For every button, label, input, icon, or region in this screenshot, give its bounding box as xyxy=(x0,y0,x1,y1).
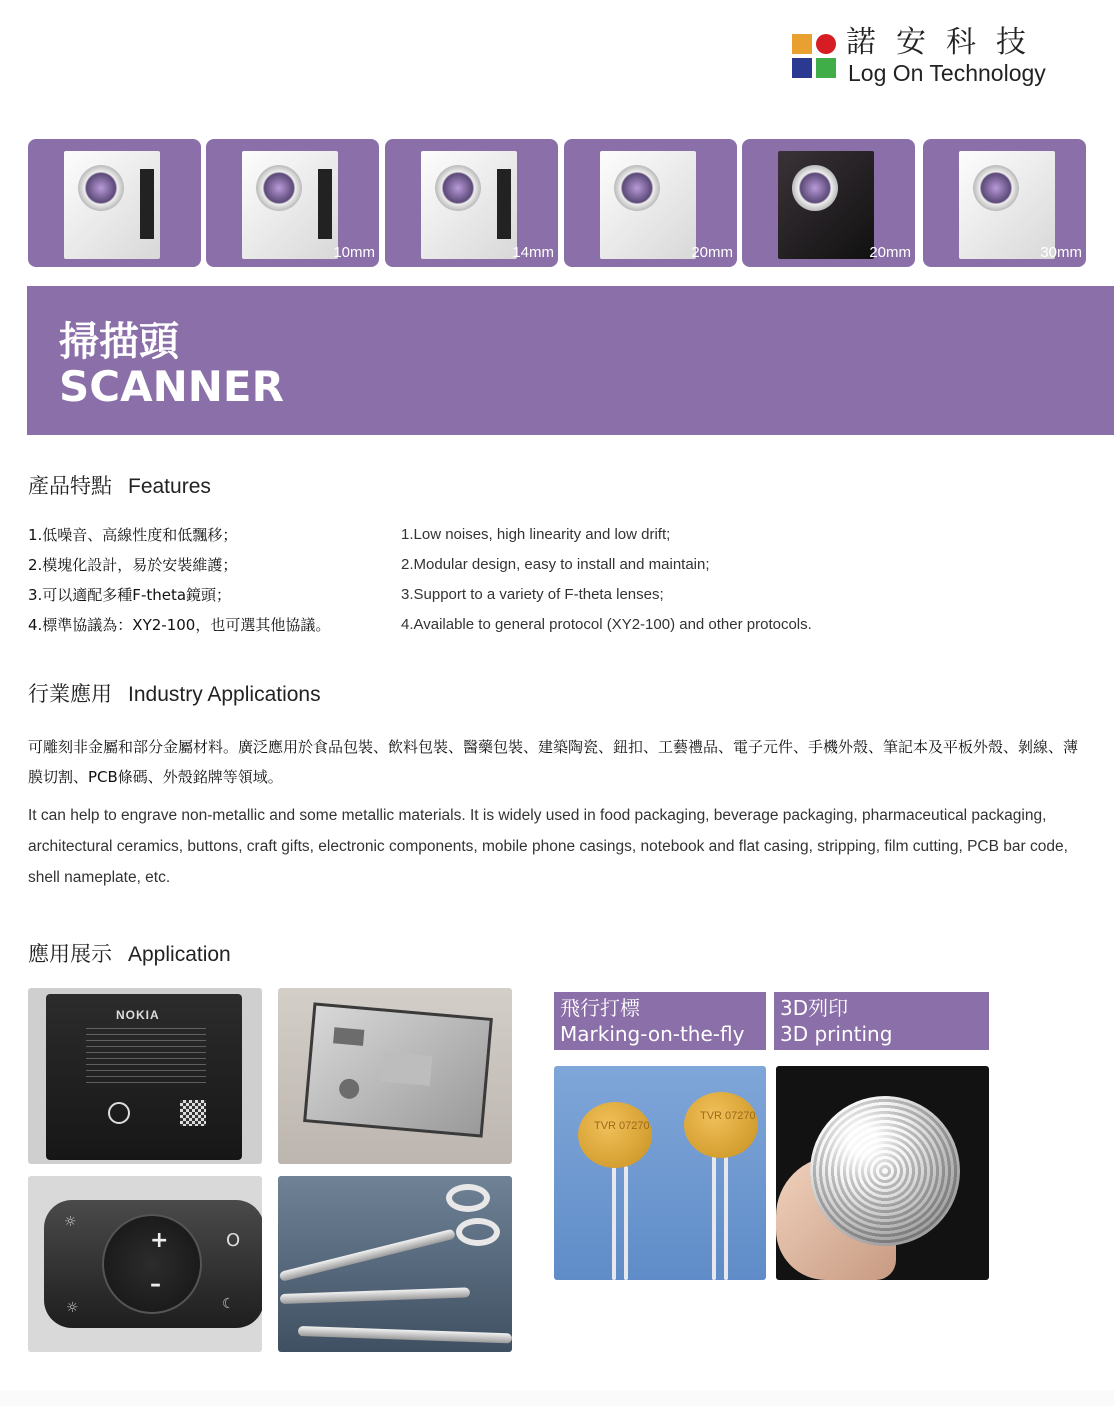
scanner-image xyxy=(959,151,1055,259)
scanner-image xyxy=(421,151,517,259)
label-cn: 3D列印 xyxy=(780,996,849,1020)
features-heading-cn: 產品特點 xyxy=(28,474,112,498)
logo-green-square xyxy=(816,58,836,78)
logo-english-name: Log On Technology xyxy=(848,60,1046,86)
application-heading-cn: 應用展示 xyxy=(28,942,112,966)
minus-icon: – xyxy=(150,1272,161,1297)
logo-chinese-name: 諾安科技 xyxy=(846,25,1046,60)
brightness-icon: ☼ xyxy=(64,1214,77,1230)
capacitor-marking: TVR 07270 xyxy=(594,1120,650,1132)
feature-item: 3.Support to a variety of F-theta lenses; xyxy=(401,586,664,603)
battery-brand: NOKIA xyxy=(116,1008,160,1022)
capacitor-marking: TVR 07270 xyxy=(700,1110,756,1122)
label-en: 3D printing xyxy=(780,1022,893,1046)
features-list-en xyxy=(401,520,812,640)
product-card xyxy=(742,139,915,267)
qr-code-icon xyxy=(180,1100,206,1126)
feature-item: 4.Available to general protocol (XY2-100) and other protocols. xyxy=(401,616,812,633)
product-size: 20mm xyxy=(869,244,911,261)
product-card xyxy=(385,139,558,267)
feature-item: 2.模塊化設計，易於安裝維護； xyxy=(28,556,238,574)
power-icon: O xyxy=(226,1230,241,1251)
industry-heading-cn: 行業應用 xyxy=(28,682,112,706)
label-cn: 飛行打標 xyxy=(560,996,640,1020)
application-heading xyxy=(28,938,231,968)
footer-bar xyxy=(0,1390,1114,1406)
product-card xyxy=(206,139,379,267)
industry-text-en: It can help to engrave non-metallic and some metallic materials. It is widely used in food packaging, beverage packaging, pharmaceutical packaging, architectural ceramics, buttons, craft gifts, electronic components, mobile phone casings, notebook and flat casing, stripping, film cutting, PCB bar code, shell nameplate, etc. xyxy=(28,807,1068,886)
product-size: 14mm xyxy=(512,244,554,261)
scanner-image xyxy=(600,151,696,259)
remote-control-photo xyxy=(28,1176,262,1352)
surgical-scissors-photo xyxy=(278,1176,512,1352)
feature-item: 1.Low noises, high linearity and low drift; xyxy=(401,526,671,543)
3d-printed-sphere-photo xyxy=(776,1066,989,1280)
scanner-image xyxy=(242,151,338,259)
page-title-chinese: 掃描頭 xyxy=(59,319,179,365)
product-size: 20mm xyxy=(691,244,733,261)
product-strip xyxy=(28,139,1086,267)
features-heading xyxy=(28,470,211,500)
product-size: 10mm xyxy=(333,244,375,261)
night-icon: ☾ xyxy=(222,1296,235,1312)
title-banner xyxy=(27,286,1114,435)
dim-icon: ☼ xyxy=(66,1300,79,1316)
plus-icon: + xyxy=(150,1228,169,1253)
logo-red-circle xyxy=(816,34,836,54)
feature-item: 4.標準協議為：XY2-100，也可選其他協議。 xyxy=(28,616,331,634)
features-list-cn xyxy=(28,520,330,640)
metal-plate-photo xyxy=(278,988,512,1164)
3d-printing-label xyxy=(774,992,989,1050)
label-en: Marking-on-the-fly xyxy=(560,1022,745,1046)
battery-engraving-photo xyxy=(28,988,262,1164)
marking-on-the-fly-label xyxy=(554,992,766,1050)
logo-orange-square xyxy=(792,34,812,54)
feature-item: 1.低噪音、高線性度和低飄移； xyxy=(28,526,238,544)
page-title-english: SCANNER xyxy=(59,362,284,411)
capacitors-photo xyxy=(554,1066,766,1280)
industry-text-cn: 可雕刻非金屬和部分金屬材料。廣泛應用於食品包裝、飲料包裝、醫藥包裝、建築陶瓷、鈕扣、工藝禮品、電子元件、手機外殼、筆記本及平板外殼、剝線、薄膜切割、PCB條碼、外殼銘牌等領域。 xyxy=(28,738,1079,786)
feature-item: 2.Modular design, easy to install and maintain; xyxy=(401,556,710,573)
application-heading-en: Application xyxy=(128,943,231,966)
company-logo xyxy=(792,26,1072,92)
industry-heading xyxy=(28,678,321,708)
product-card xyxy=(923,139,1086,267)
product-card xyxy=(28,139,201,267)
feature-item: 3.可以適配多種F-theta鏡頭； xyxy=(28,586,232,604)
logo-blue-square xyxy=(792,58,812,78)
product-size: 30mm xyxy=(1040,244,1082,261)
product-card xyxy=(564,139,737,267)
industry-heading-en: Industry Applications xyxy=(128,683,321,706)
scanner-image xyxy=(64,151,160,259)
scanner-image xyxy=(778,151,874,259)
features-heading-en: Features xyxy=(128,475,211,498)
